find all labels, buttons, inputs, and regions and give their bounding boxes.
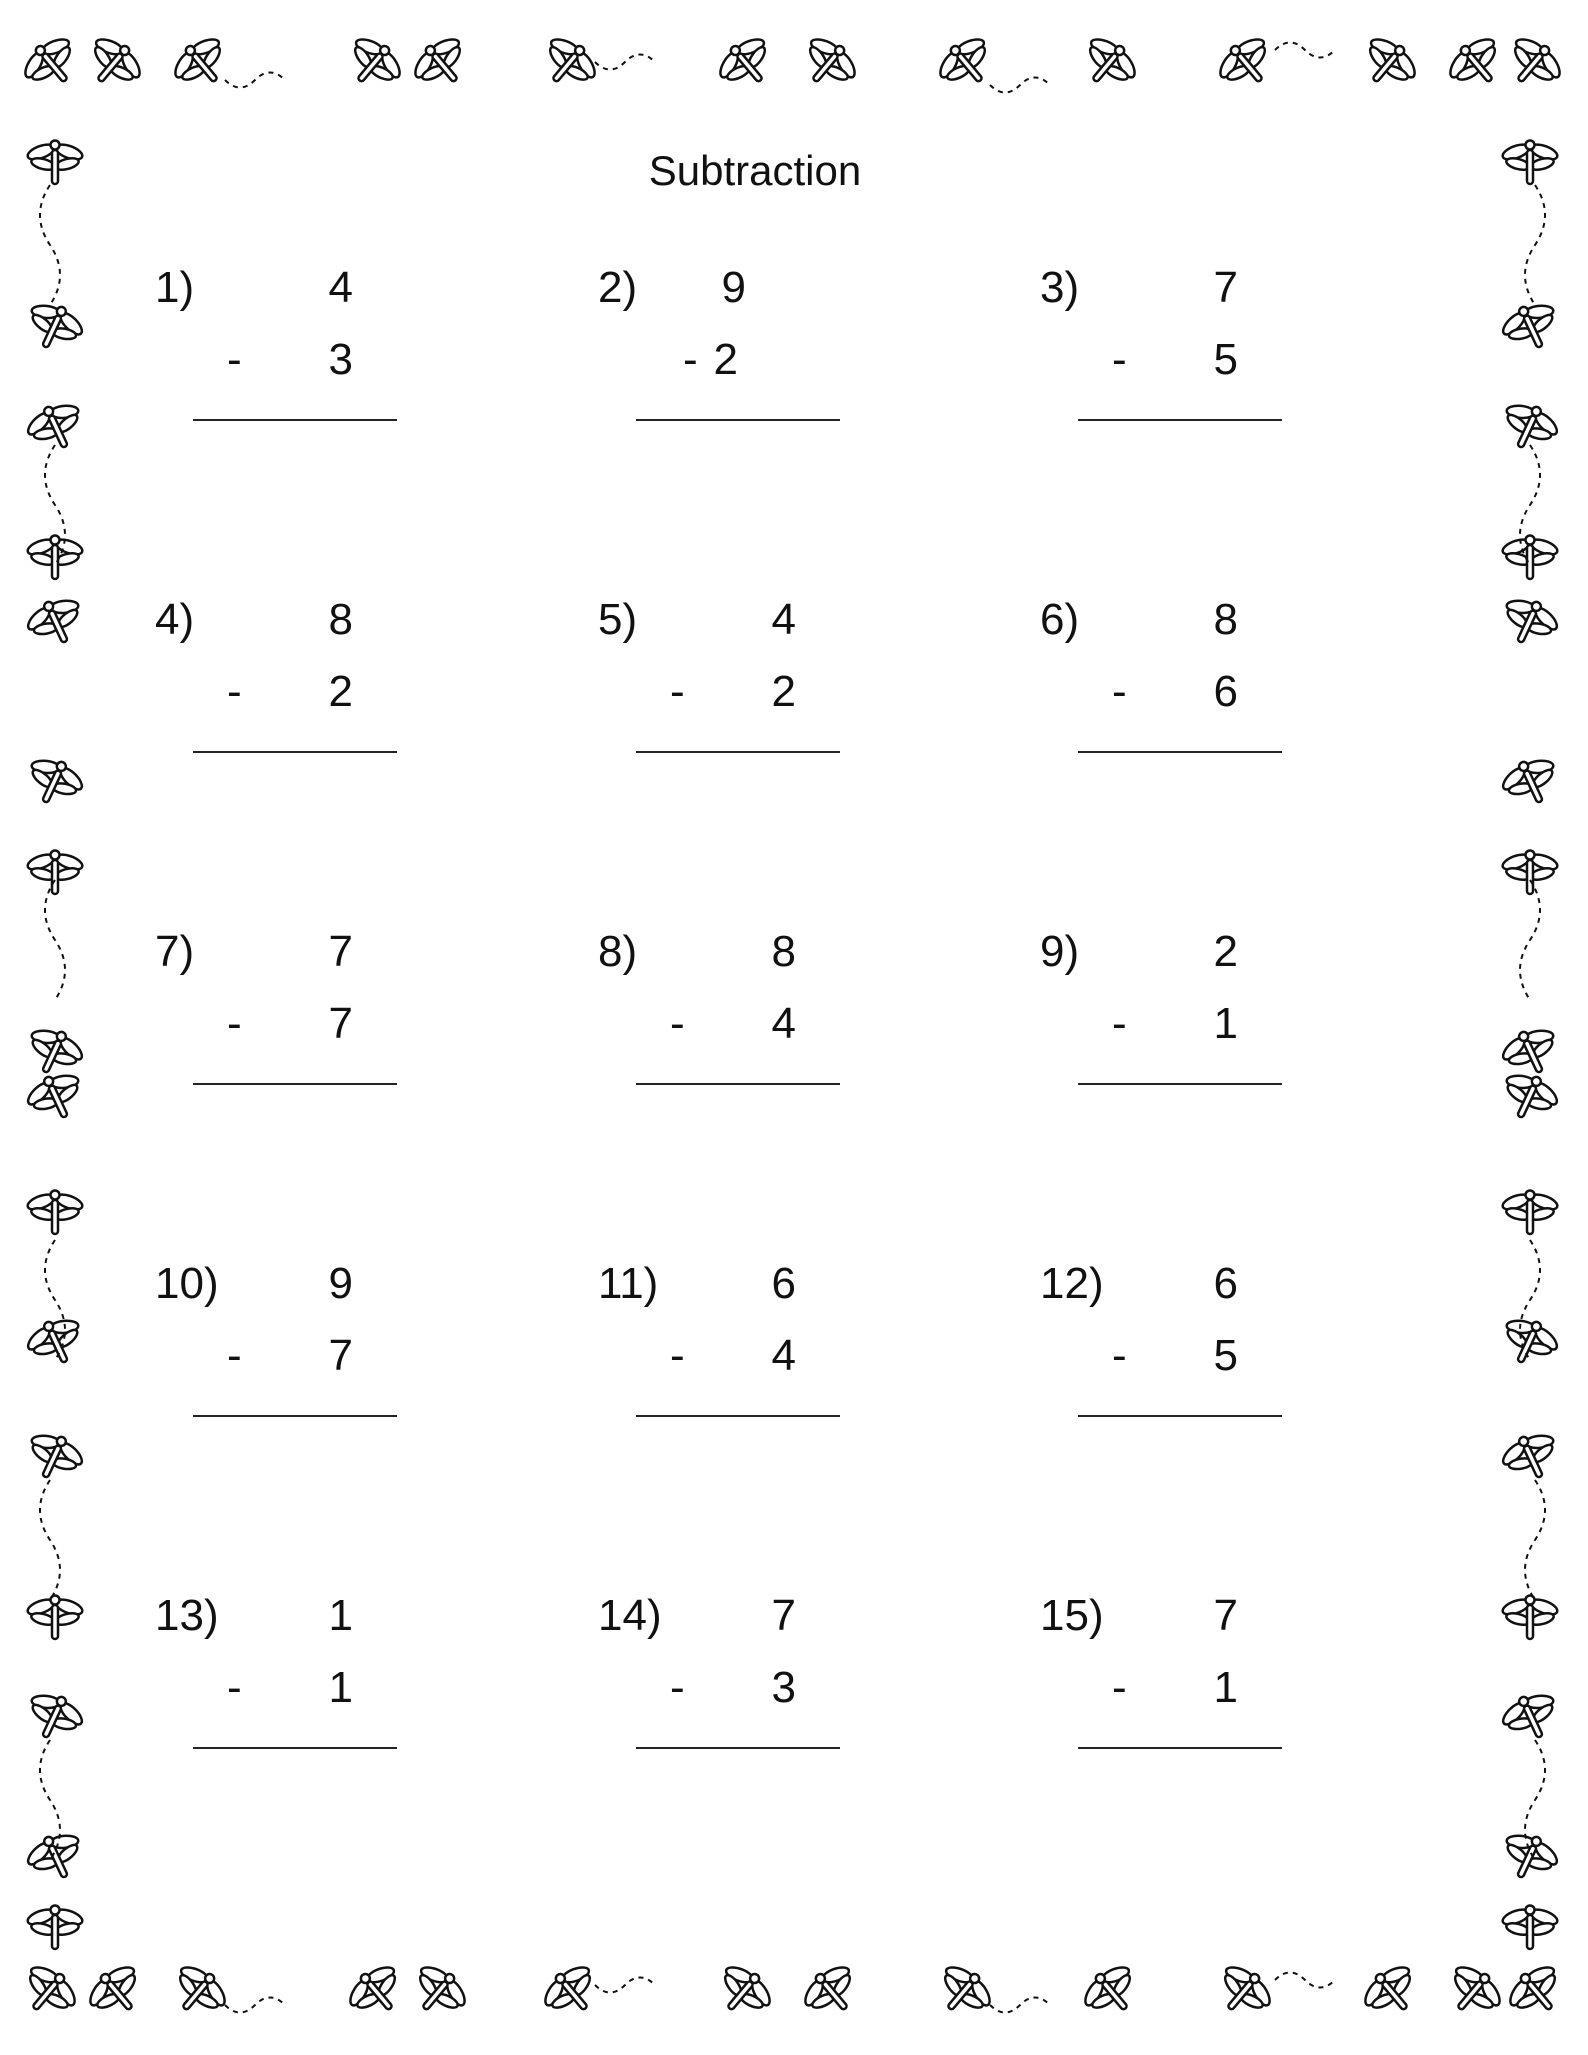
minuend: 9 [721, 263, 746, 312]
dragonfly-icon [1495, 1425, 1566, 1489]
minuend: 4 [771, 595, 796, 644]
dashed-flight-trail [595, 55, 655, 70]
problem-number: 15) [1040, 1591, 1104, 1640]
answer-line[interactable] [1078, 1415, 1282, 1417]
dashed-flight-trail [595, 1978, 655, 1993]
subtrahend: 4 [771, 999, 796, 1048]
dragonfly-icon [18, 750, 89, 814]
dragonfly-icon [1501, 851, 1559, 895]
problem-number: 8) [598, 927, 638, 976]
problem-item [598, 262, 818, 462]
subtrahend: 3 [328, 335, 353, 384]
dragonfly-icon [930, 28, 1003, 99]
problem-number: 7) [155, 927, 195, 976]
problem-item [155, 594, 375, 794]
minus-sign: - [227, 335, 242, 384]
dragonfly-icon [927, 1956, 1000, 2027]
dragonfly-icon [1501, 1906, 1559, 1950]
dragonfly-icon [792, 28, 865, 99]
dragonfly-icon [1493, 590, 1564, 654]
dragonfly-icon [1501, 536, 1559, 580]
minuend: 1 [328, 1591, 353, 1640]
answer-line[interactable] [193, 751, 397, 753]
minuend: 6 [1213, 1259, 1238, 1308]
dragonfly-icon [402, 1956, 475, 2027]
answer-line[interactable] [636, 751, 840, 753]
dashed-flight-trail [225, 73, 285, 88]
problem-item [155, 1590, 375, 1790]
dragonfly-icon [1493, 395, 1564, 459]
minuend: 9 [328, 1259, 353, 1308]
subtrahend: 2 [771, 667, 796, 716]
minus-sign: - [227, 1663, 242, 1712]
answer-line[interactable] [636, 1747, 840, 1749]
problem-number: 2) [598, 263, 638, 312]
dragonfly-icon [165, 28, 238, 99]
subtrahend: 4 [771, 1331, 796, 1380]
dragonfly-icon [18, 1020, 89, 1084]
dragonfly-icon [337, 28, 410, 99]
minus-sign: - [1112, 999, 1127, 1048]
answer-line[interactable] [1078, 1747, 1282, 1749]
minus-sign: - [683, 335, 698, 384]
dragonfly-icon [18, 295, 89, 359]
problem-number: 6) [1040, 595, 1080, 644]
answer-line[interactable] [636, 1415, 840, 1417]
minuend: 7 [771, 1591, 796, 1640]
subtrahend: 7 [328, 1331, 353, 1380]
dashed-flight-trail [45, 1240, 65, 1360]
dragonfly-icon [20, 1065, 91, 1129]
problem-number: 9) [1040, 927, 1080, 976]
problem-item [1040, 594, 1260, 794]
subtrahend: 5 [1213, 1331, 1238, 1380]
dragonfly-icon [1493, 1310, 1564, 1374]
subtrahend: 1 [1213, 1663, 1238, 1712]
dragonfly-icon [1500, 1956, 1573, 2027]
dashed-flight-trail [40, 1740, 60, 1860]
minus-sign: - [1112, 1663, 1127, 1712]
answer-line[interactable] [1078, 1083, 1282, 1085]
subtrahend: 2 [328, 667, 353, 716]
answer-line[interactable] [193, 419, 397, 421]
minus-sign: - [670, 1331, 685, 1380]
minuend: 2 [1213, 927, 1238, 976]
dashed-flight-trail [1520, 1240, 1540, 1360]
answer-line[interactable] [1078, 419, 1282, 421]
subtrahend: 1 [1213, 999, 1238, 1048]
dashed-flight-trail [1525, 1740, 1545, 1860]
problem-number: 3) [1040, 263, 1080, 312]
dashed-flight-trail [990, 1998, 1050, 2013]
problem-item [1040, 262, 1260, 462]
dragonfly-icon [20, 395, 91, 459]
dragonfly-icon [20, 590, 91, 654]
dragonfly-icon [405, 28, 478, 99]
subtrahend: 6 [1213, 667, 1238, 716]
problem-number: 10) [155, 1259, 219, 1308]
answer-line[interactable] [193, 1415, 397, 1417]
dragonfly-icon [1495, 295, 1566, 359]
dragonfly-icon [1352, 28, 1425, 99]
dragonfly-icon [1493, 1065, 1564, 1129]
dashed-flight-trail [1275, 1973, 1335, 1988]
problem-number: 1) [155, 263, 195, 312]
subtrahend: 3 [771, 1663, 796, 1712]
dragonfly-icon [18, 1685, 89, 1749]
problem-item [1040, 1590, 1260, 1790]
problem-number: 13) [155, 1591, 219, 1640]
problem-number: 12) [1040, 1259, 1104, 1308]
dragonfly-icon [1495, 1685, 1566, 1749]
dragonfly-icon [80, 1956, 153, 2027]
minus-sign: - [670, 1663, 685, 1712]
dashed-flight-trail [1525, 1480, 1545, 1600]
problem-item [598, 926, 818, 1126]
dashed-flight-trail [225, 1998, 285, 2013]
dashed-flight-trail [40, 1480, 60, 1600]
problem-item [155, 926, 375, 1126]
dragonfly-icon [15, 28, 88, 99]
problem-item [1040, 926, 1260, 1126]
minus-sign: - [670, 999, 685, 1048]
dragonfly-icon [12, 1956, 85, 2027]
subtrahend: 2 [713, 335, 738, 384]
problem-item [155, 262, 375, 462]
dragonfly-icon [1210, 28, 1283, 99]
dashed-flight-trail [40, 185, 60, 305]
minus-sign: - [227, 667, 242, 716]
dashed-flight-trail [990, 78, 1050, 93]
problem-item [155, 1258, 375, 1458]
dragonfly-icon [1501, 1191, 1559, 1235]
dragonfly-icon [1075, 1956, 1148, 2027]
dragonfly-icon [26, 1906, 84, 1950]
minuend: 7 [1213, 1591, 1238, 1640]
minuend: 8 [1213, 595, 1238, 644]
dragonfly-icon [1072, 28, 1145, 99]
problem-number: 5) [598, 595, 638, 644]
answer-line[interactable] [193, 1083, 397, 1085]
minus-sign: - [1112, 1331, 1127, 1380]
dragonfly-icon [20, 1825, 91, 1889]
minus-sign: - [227, 999, 242, 1048]
minuend: 4 [328, 263, 353, 312]
problem-item [598, 594, 818, 794]
dragonfly-icon [535, 1956, 608, 2027]
minuend: 7 [1213, 263, 1238, 312]
dragonfly-icon [1501, 1596, 1559, 1640]
answer-line[interactable] [1078, 751, 1282, 753]
subtrahend: 1 [328, 1663, 353, 1712]
minuend: 8 [771, 927, 796, 976]
answer-line[interactable] [193, 1747, 397, 1749]
minus-sign: - [1112, 335, 1127, 384]
dashed-flight-trail [1275, 43, 1335, 58]
dragonfly-icon [707, 1956, 780, 2027]
problem-number: 11) [598, 1259, 659, 1308]
problem-item [598, 1590, 818, 1790]
answer-line[interactable] [636, 419, 840, 421]
minus-sign: - [227, 1331, 242, 1380]
minuend: 6 [771, 1259, 796, 1308]
subtrahend: 7 [328, 999, 353, 1048]
dragonfly-icon [1497, 28, 1570, 99]
dragonfly-icon [1207, 1956, 1280, 2027]
dashed-flight-trail [1525, 185, 1545, 305]
dragonfly-icon [532, 28, 605, 99]
dashed-flight-trail [45, 880, 65, 1000]
subtrahend: 5 [1213, 335, 1238, 384]
dragonfly-icon [340, 1956, 413, 2027]
problem-number: 14) [598, 1591, 662, 1640]
dragonfly-icon [26, 536, 84, 580]
dragonfly-icon [1493, 1825, 1564, 1889]
minus-sign: - [670, 667, 685, 716]
problem-number: 4) [155, 595, 195, 644]
minus-sign: - [1112, 667, 1127, 716]
dragonfly-icon [1440, 28, 1513, 99]
problem-item [598, 1258, 818, 1458]
dragonfly-icon [1495, 1020, 1566, 1084]
dragonfly-icon [1355, 1956, 1428, 2027]
dashed-flight-trail [1520, 445, 1540, 565]
problem-item [1040, 1258, 1260, 1458]
dragonfly-icon [18, 1425, 89, 1489]
answer-line[interactable] [636, 1083, 840, 1085]
minuend: 8 [328, 595, 353, 644]
dashed-flight-trail [45, 445, 65, 565]
dragonfly-icon [77, 28, 150, 99]
minuend: 7 [328, 927, 353, 976]
worksheet-title: Subtraction [648, 147, 862, 194]
dragonfly-icon [1495, 750, 1566, 814]
dragonfly-icon [162, 1956, 235, 2027]
dragonfly-icon [710, 28, 783, 99]
dragonfly-icon [1437, 1956, 1510, 2027]
dragonfly-icon [795, 1956, 868, 2027]
dashed-flight-trail [1520, 880, 1540, 1000]
dragonfly-icon [26, 1191, 84, 1235]
dragonfly-icon [26, 1596, 84, 1640]
dragonfly-icon [26, 851, 84, 895]
dragonfly-icon [20, 1310, 91, 1374]
